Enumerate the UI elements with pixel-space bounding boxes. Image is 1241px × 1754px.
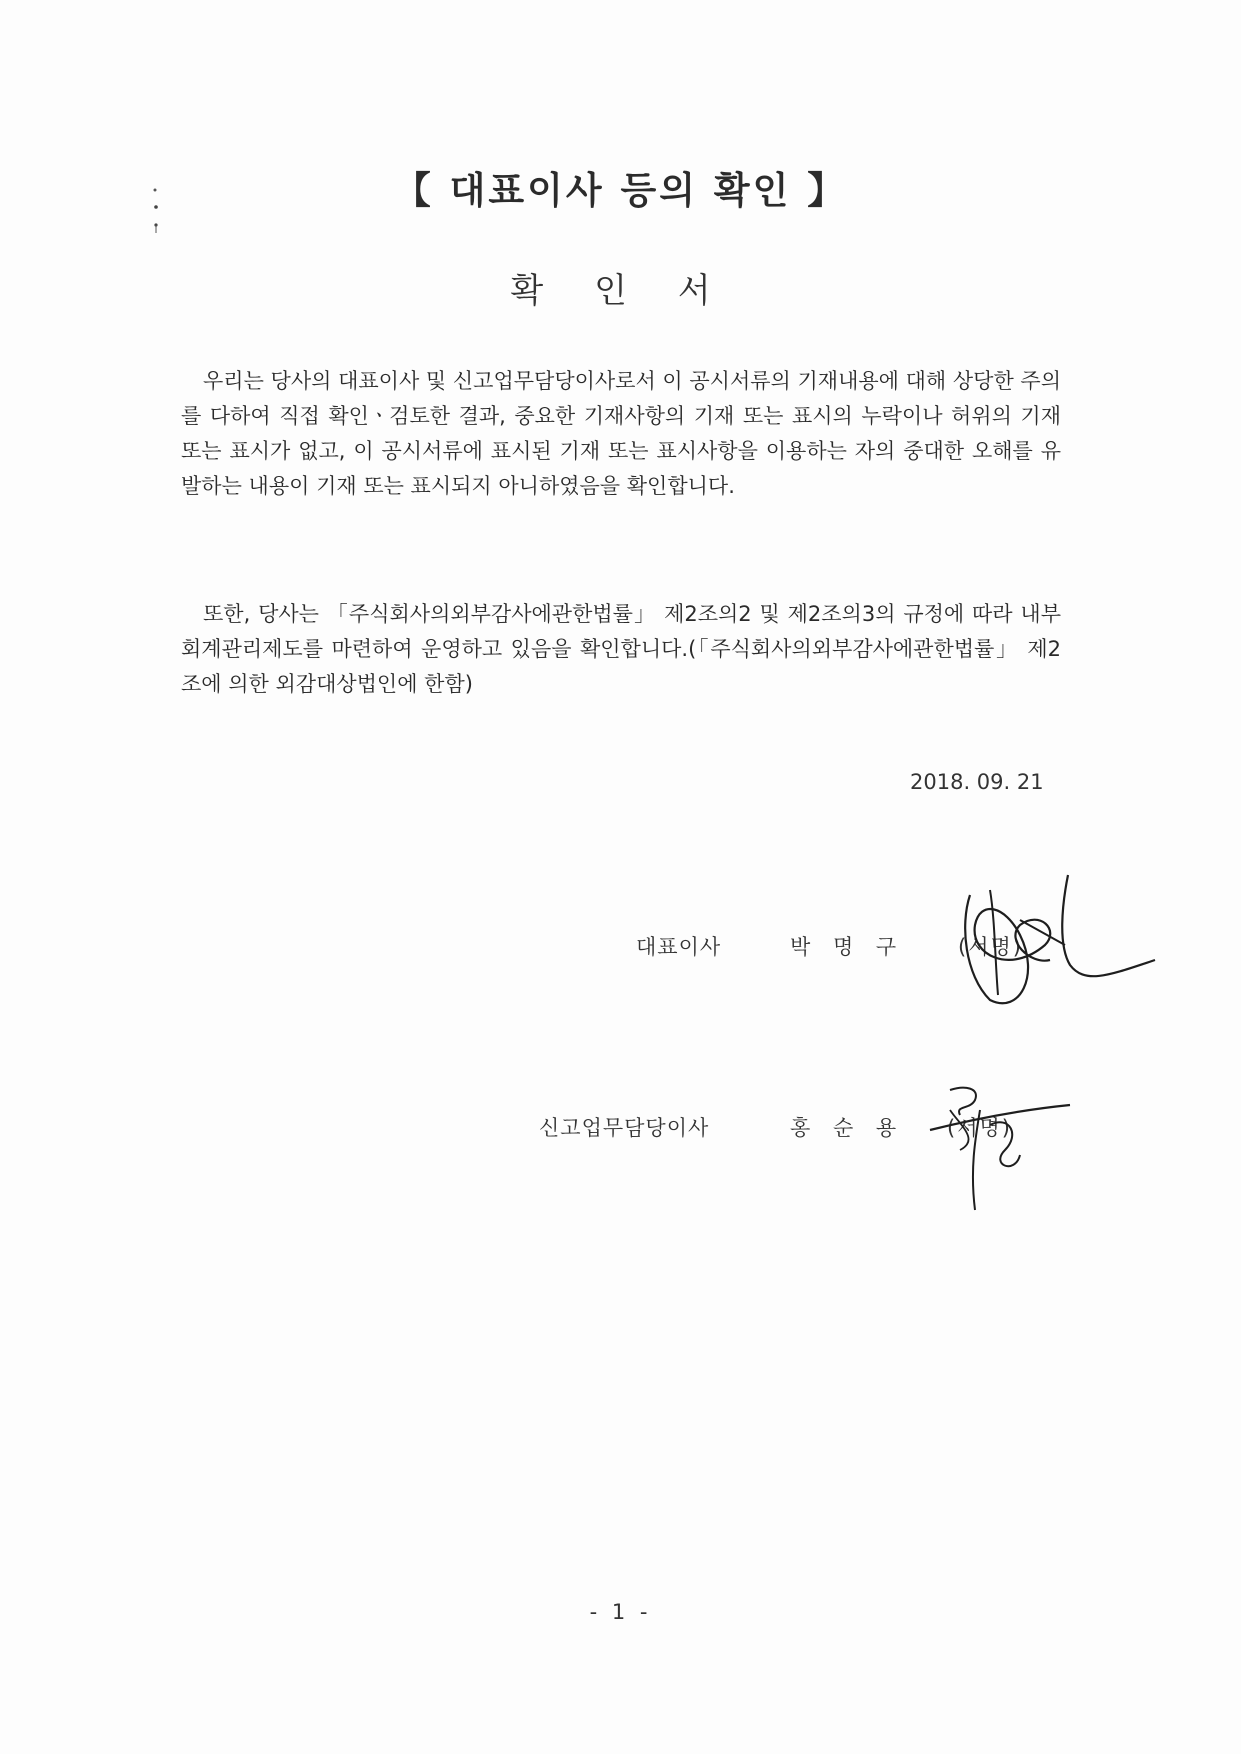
signature-label-ceo: (서명) (958, 935, 1023, 959)
document-title: 【 대표이사 등의 확인 】 (393, 169, 848, 212)
page-number: - 1 - (589, 1600, 652, 1624)
signatory-name-reporting-director: 홍 순 용 (790, 1116, 905, 1140)
signatory-role-reporting-director: 신고업무담당이사 (539, 1116, 710, 1140)
signature-ceo (950, 865, 1160, 1015)
signatory-role-ceo: 대표이사 (636, 935, 722, 959)
signatory-name-ceo: 박 명 구 (790, 935, 905, 959)
signature-label-reporting-director: (서명) (947, 1116, 1012, 1140)
signature-reporting-director (920, 1080, 1080, 1230)
document-subtitle: 확 인 서 (510, 271, 731, 311)
document-date: 2018. 09. 21 (910, 770, 1044, 794)
internal-control-paragraph: 또한, 당사는 「주식회사의외부감사에관한법률」 제2조의2 및 제2조의3의 규정에 따라 내부회계관리제도를 마련하여 운영하고 있음을 확인합니다.(「주식회사의외부감사에관한법률」 제2조에 의한 외감대상법인에 한함) (181, 602, 1061, 696)
confirmation-paragraph: 우리는 당사의 대표이사 및 신고업무담당이사로서 이 공시서류의 기재내용에 대해 상당한 주의를 다하여 직접 확인ㆍ검토한 결과, 중요한 기재사항의 기재 또는 표시의 누락이나 허위의 기재 또는 표시가 없고, 이 공시서류에 표시된 기재 또는 표시사항을 이용하는 자의 중대한 오해를 유발하는 내용이 기재 또는 표시되지 아니하였음을 확인합니다. (181, 369, 1061, 498)
